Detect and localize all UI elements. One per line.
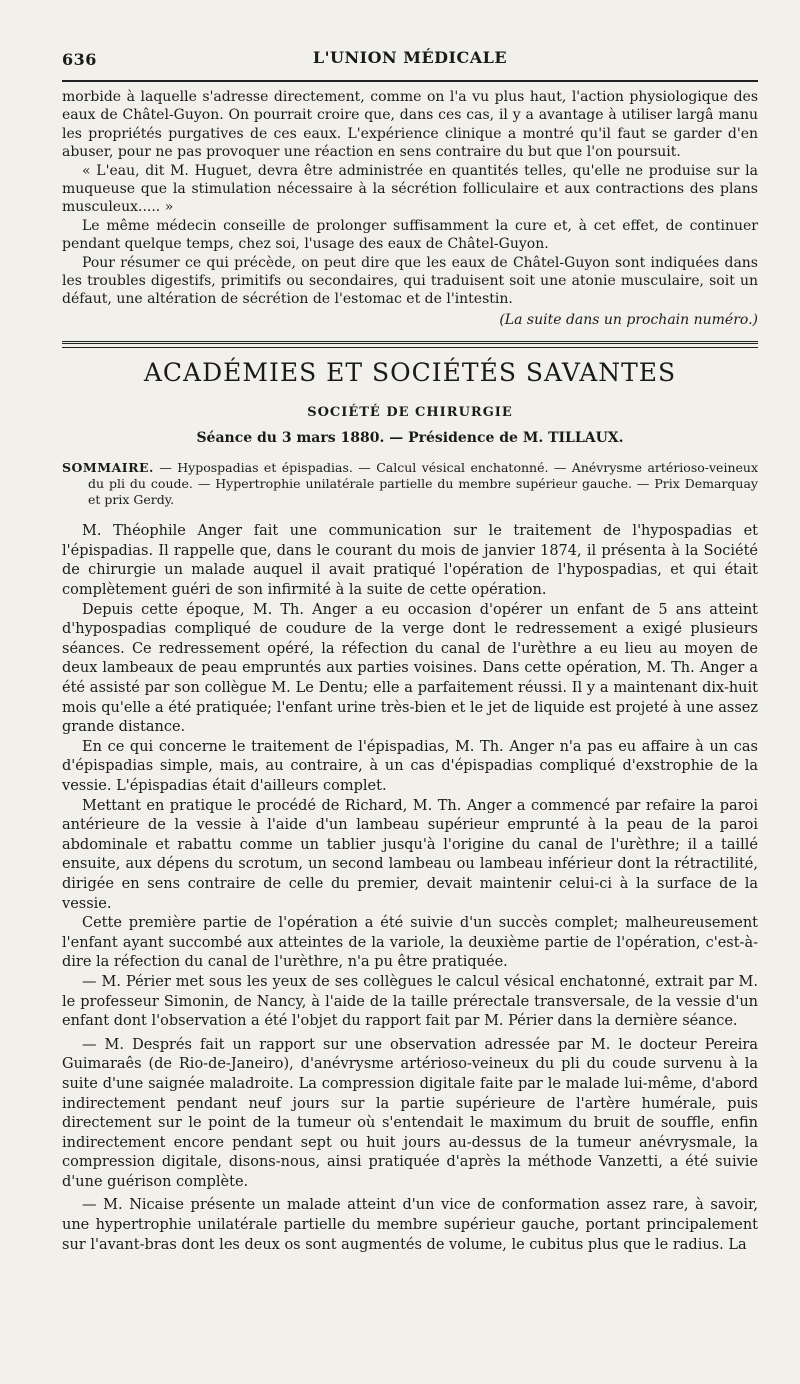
page-number: 636: [62, 50, 97, 69]
paragraph: — M. Nicaise présente un malade atteint d'un vice de conformation assez rare, à savoir, une hypertrophie unilatérale partielle du membre supérieur gauche, portant principalement sur l'avant-bras dont les deux os sont augmentés de volume, le cubitus plus que le radius. La: [62, 1197, 758, 1253]
paragraph: — M. Périer met sous les yeux de ses collègues le calcul vésical enchatonné, extrait par M. le professeur Simonin, de Nancy, à l'aide de la taille prérectale transversale, de la vessie d'un enfant dont l'observation a été l'objet du rapport fait par M. Périer dans la dernière séance.: [62, 973, 758, 1030]
header-rule: [62, 80, 758, 82]
paragraph: « L'eau, dit M. Huguet, devra être administrée en quantités telles, qu'elle ne produise sur la muqueuse que la stimulation nécessaire à la sécrétion folliculaire et aux contractions des plans musculeux..... »: [62, 162, 758, 216]
paragraph: — M. Després fait un rapport sur une observation adressée par M. le docteur Pereira Guimaraês (de Rio-de-Janeiro), d'anévrysme artérioso-veineux du pli du coude survenu à la suite d'une saignée maladroite. La compression digitale faite par le malade lui-même, d'abord indirectement pendant neuf jours sur la partie supérieure de l'artère humérale, puis directement sur le point de la tumeur où s'entendait le maximum du bruit de souffle, enfin indirectement encore pendant sept ou huit jours au-dessus de la tumeur anévrysmale, la compression digitale, disons-nous, ainsi pratiquée d'après la méthode Vanzetti, a été suivie d'une guérison complète.: [62, 1036, 758, 1190]
section-body: [62, 522, 758, 1255]
summary-label: SOMMAIRE.: [62, 460, 154, 476]
paragraph: Le même médecin conseille de prolonger suffisamment la cure et, à cet effet, de continuer pendant quelque temps, chez soi, l'usage des eaux de Châtel-Guyon.: [62, 217, 758, 253]
journal-title: L'UNION MÉDICALE: [312, 48, 508, 67]
paragraph: En ce qui concerne le traitement de l'épispadias, M. Th. Anger n'a pas eu affaire à un cas d'épispadias simple, mais, au contraire, à un cas d'épispadias compliqué d'exstrophie de la vessie. L'épispadias était d'ailleurs complet.: [62, 738, 758, 794]
paragraph: Mettant en pratique le procédé de Richard, M. Th. Anger a commencé par refaire la paroi antérieure de la vessie à l'aide d'un lambeau supérieur emprunté à la peau de la paroi abdominale et rabattu comme un tablier jusqu'à l'origine du canal de l'urèthre; il a taillé ensuite, aux dépens du scrotum, un second lambeau ou lambeau inférieur dont la rétractilité, dirigée en sens contraire de celle du premier, devait maintenir celui-ci à la surface de la vessie.: [62, 797, 758, 912]
continuation-note: (La suite dans un prochain numéro.): [499, 311, 758, 328]
paragraph: morbide à laquelle s'adresse directement, comme on l'a vu plus haut, l'action physiologique des eaux de Châtel-Guyon. On pourrait croire que, dans ces cas, il y a avantage à utiliser largâ manu les propriétés purgatives de ces eaux. L'expérience clinique a montré qu'il faut se garder d'en abuser, pour ne pas provoquer une réaction en sens contraire du but que l'on poursuit.: [62, 89, 758, 161]
article-end: [62, 88, 758, 329]
paragraph: M. Théophile Anger fait une communication sur le traitement de l'hypospadias et l'épispadias. Il rappelle que, dans le courant du mois de janvier 1874, il présenta à la Société de chirurgie un malade auquel il avait pratiqué l'opération de l'hypospadias, et qui était complètement guéri de son infirmité à la suite de cette opération.: [62, 523, 758, 599]
paragraph: Cette première partie de l'opération a été suivie d'un succès complet; malheureusement l'enfant ayant succombé aux atteintes de la variole, la deuxième partie de l'opération, c'est-à-dire la réfection du canal de l'urèthre, n'a pu être pratiquée.: [62, 915, 758, 971]
section-rule: [62, 341, 758, 348]
society-heading: SOCIÉTÉ DE CHIRURGIE: [307, 405, 513, 421]
paragraph: Depuis cette époque, M. Th. Anger a eu occasion d'opérer un enfant de 5 ans atteint d'hypospadias compliqué de coudure de la verge dont le redressement a exigé plusieurs séances. Ce redressement opéré, la réfection du canal de l'urèthre a eu lieu au moyen de deux lambeaux de peau empruntés aux parties voisines. Dans cette opération, M. Th. Anger a été assisté par son collègue M. Le Dentu; elle a parfaitement réussi. Il y a maintenant dix-huit mois qu'elle a été pratiquée; l'enfant urine très-bien et le jet de liquide est projeté à une assez grande distance.: [62, 601, 758, 736]
seance-heading: Séance du 3 mars 1880. — Présidence de M. TILLAUX.: [196, 430, 624, 447]
paragraph: Pour résumer ce qui précède, on peut dire que les eaux de Châtel-Guyon sont indiquées dans les troubles digestifs, primitifs ou secondaires, qui traduisent soit une atonie musculaire, soit un défaut, une altération de sécrétion de l'estomac et de l'intestin.: [62, 254, 758, 308]
summary-text: — Hypospadias et épispadias. — Calcul vésical enchatonné. — Anévrysme artérioso-veineux du pli du coude. — Hypertrophie unilatérale partielle du membre supérieur gauche. — Prix Demarquay et prix Gerdy.: [88, 460, 758, 508]
section-title: ACADÉMIES ET SOCIÉTÉS SAVANTES: [143, 358, 677, 388]
running-head: [62, 42, 758, 72]
summary: [62, 460, 758, 508]
